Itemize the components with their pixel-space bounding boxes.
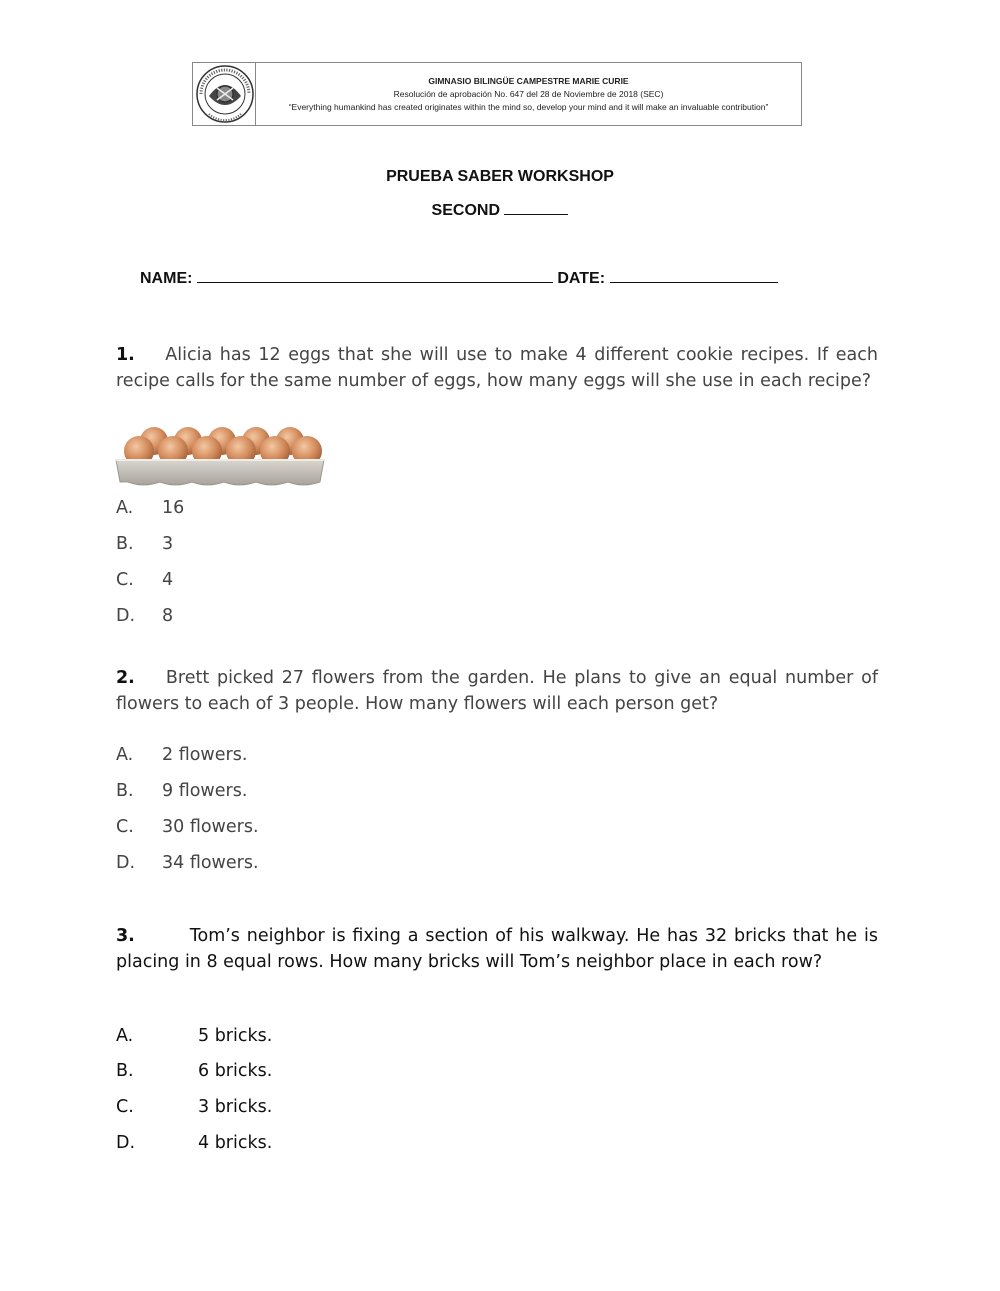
name-label: NAME: xyxy=(140,270,193,287)
resolution-text: Resolución de aprobación No. 647 del 28 de Noviembre de 2018 (SEC) xyxy=(393,88,664,99)
question-text: Tom’s neighbor is fixing a section of his walkway. He has 32 bricks that he is placing in 8 equal rows. How many bricks will Tom’s neighbor place in each row? xyxy=(116,926,878,972)
school-name: GIMNASIO BILINGÜE CAMPESTRE MARIE CURIE xyxy=(428,75,629,86)
question-text: Alicia has 12 eggs that she will use to make 4 different cookie recipes. If each recipe calls for the same number of eggs, how many eggs will she use in each recipe? xyxy=(116,345,878,391)
option-a[interactable] xyxy=(116,1024,272,1048)
option-text: 3 xyxy=(162,534,174,554)
grade-line xyxy=(0,202,1000,220)
option-text: 9 flowers. xyxy=(162,781,248,801)
name-date-row xyxy=(140,270,778,288)
question-3 xyxy=(116,923,878,975)
school-seal-icon xyxy=(195,64,255,124)
option-letter: A. xyxy=(116,1026,134,1046)
question-1 xyxy=(116,342,878,394)
grade-label: SECOND xyxy=(431,202,500,219)
option-letter: A. xyxy=(116,498,134,518)
option-letter: C. xyxy=(116,1097,134,1117)
option-letter: C. xyxy=(116,570,134,590)
question-2 xyxy=(116,665,878,717)
option-letter: B. xyxy=(116,1061,134,1081)
option-letter: D. xyxy=(116,606,136,626)
option-letter: A. xyxy=(116,745,134,765)
option-text: 8 xyxy=(162,606,174,626)
page-title: PRUEBA SABER WORKSHOP xyxy=(386,168,614,185)
option-text: 30 flowers. xyxy=(162,817,259,837)
option-c[interactable] xyxy=(116,1095,272,1119)
date-blank[interactable] xyxy=(610,282,778,283)
option-text: 4 xyxy=(162,570,174,590)
option-d[interactable] xyxy=(116,604,173,628)
option-text: 3 bricks. xyxy=(198,1097,273,1117)
option-text: 2 flowers. xyxy=(162,745,248,765)
option-letter: D. xyxy=(116,1133,136,1153)
question-number: 3. xyxy=(116,926,135,946)
option-c[interactable] xyxy=(116,815,259,839)
option-text: 16 xyxy=(162,498,185,518)
question-text: Brett picked 27 flowers from the garden. He plans to give an equal number of flowers to each of 3 people. How many flowers will each person get? xyxy=(116,668,878,714)
option-b[interactable] xyxy=(116,779,247,803)
motto-text: “Everything humankind has created originates within the mind so, develop your mind and it will make an invaluable contribution” xyxy=(288,101,769,112)
option-text: 5 bricks. xyxy=(198,1026,273,1046)
name-blank[interactable] xyxy=(197,282,553,283)
school-header xyxy=(192,62,802,126)
egg-carton-image xyxy=(113,424,327,490)
question-number: 1. xyxy=(116,345,135,365)
option-letter: B. xyxy=(116,534,134,554)
option-letter: B. xyxy=(116,781,134,801)
option-d[interactable] xyxy=(116,851,259,875)
option-text: 34 flowers. xyxy=(162,853,259,873)
option-text: 4 bricks. xyxy=(198,1133,273,1153)
option-a[interactable] xyxy=(116,496,184,520)
grade-blank[interactable] xyxy=(504,214,568,215)
header-text xyxy=(256,75,801,114)
question-number: 2. xyxy=(116,668,135,688)
option-letter: C. xyxy=(116,817,134,837)
option-letter: D. xyxy=(116,853,136,873)
option-text: 6 bricks. xyxy=(198,1061,273,1081)
option-c[interactable] xyxy=(116,568,173,592)
date-label: DATE: xyxy=(557,270,606,287)
option-b[interactable] xyxy=(116,532,173,556)
option-b[interactable] xyxy=(116,1059,272,1083)
option-a[interactable] xyxy=(116,743,247,767)
option-d[interactable] xyxy=(116,1131,272,1155)
